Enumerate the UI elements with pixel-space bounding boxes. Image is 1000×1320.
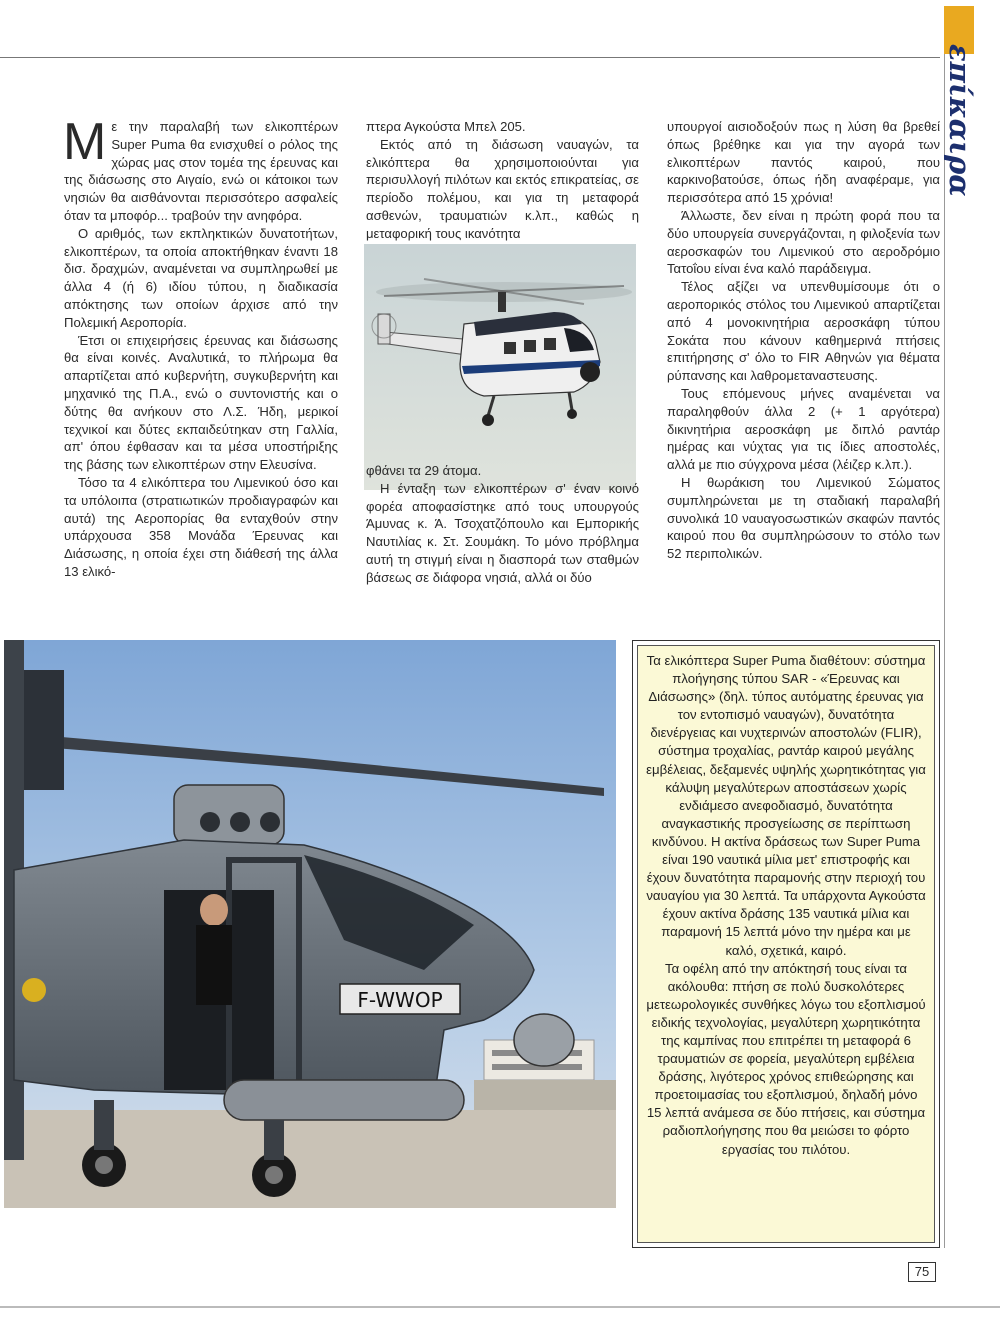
article-paragraph: υπουργοί αισιοδοξούν πως η λύση θα βρεθεί όπως βρέθηκε και για την αγορά των ελικοπτέρων παντός καιρού, που καρκινοβατούσε, όπως ήδη αναφέραμε, για περισσότερα από 15 χρόνια! (667, 119, 940, 206)
article-paragraph: Έτσι οι επιχειρήσεις έρευνας και διάσωσης θα είναι κοινές. Αναλυτικά, το πλήρωμα θα απαρτίζεται από κυβερνήτη, συγκυβερνήτη και μηχανικό της Π.Α., ενώ ο συντονιστής και ο δύτης θα ανήκουν στο Λ.Σ. Ήδη, μερικοί τεχνικοί και δύτες εκπαιδεύτηκαν στη Γαλλία, απ' όπου έφθασαν και τα μέσα υποστήριξης της βάσης των ελικοπτέρων στην Ελευσίνα. (64, 332, 338, 473)
header-rule (0, 57, 940, 58)
article-paragraph: Τους επόμενους μήνες αναμένεται να παραληφθούν άλλα 2 (+ 1 αργότερα) δικινητήρια αεροσκάφη με διπλό ραντάρ ημέρας και νύχτας για τις ίδιες αποστολές, αλλά με πιο σύγχρονα μέσα (λέιζερ κ.λπ.). (667, 385, 940, 473)
article-paragraph: Με την παραλαβή των ελικοπτέρων Super Puma θα ενισχυθεί ο ρόλος της χώρας μας στον τομέα της έρευνας και της διάσωσης στο Αιγαίο, ενώ οι κάτοικοι των νησιών θα αισθάνονται περισσότερο ασφαλείς όταν τα μποφόρ... τραβούν την ανηφόρα. (63, 113, 338, 223)
article-paragraph: Τέλος αξίζει να υπενθυμίσουμε ότι ο αεροπορικός στόλος του Λιμενικού απαρτίζεται από 4 μονοκινητήρια αεροσκάφη τύπου Σοκάτα που κάνουν καθημερινά πτήσεις επιτήρησης σ' όλο το FIR Αθηνών για θέματα ρύπανσης και λαθρομεταναστευσης. (667, 279, 940, 384)
info-box (632, 640, 940, 1248)
drop-cap: Μ (63, 113, 107, 171)
article-paragraph: Η ένταξη των ελικοπτέρων σ' έναν κοινό φορέα αποφασίστηκε από τους υπουργούς Άμυνας κ. Ά. Τσοχατζόπουλο και Εμπορικής Ναυτιλίας κ. Στ. Σουμάκη. Το μόνο πρόβλημα αυτή τη στιγμή είναι η διασπορά των σταθμών βάσεως σε διάφορα νησιά, αλλά οι δύο (366, 480, 639, 585)
info-box-paragraph: Τα ελικόπτερα Super Puma διαθέτουν: σύστημα πλοήγησης τύπου SAR - «Έρευνας και Διάσωσης» (δηλ. τύπος αυτόματης έρευνας για τον εντοπισμό ναυαγών), δυνατότητα διενέργειας και νυχτερινών αποστολών (FLIR), σύστημα τροχαλίας, ραντάρ καιρού μεγάλης εμβέλειας, δεξαμενές υψηλής χωρητικότητας για κάλυψη μεγαλύτερων αποστάσεων χωρίς ενδιάμεσο ανεφοδιασμό, δυνατότητα αναγκαστικής προσγείωσης σε περίπτωση κινδύνου. Η ακτίνα δράσεως των Super Puma είναι 190 ναυτικά μίλια μετ' επιστροφής και έχουν δυνατότητα παραμονής στην περιοχή του ναυαγίου για 30 λεπτά. Τα υπάρχοντα Αγκούστα έχουν ακτίνα δράσης 135 ναυτικά μίλια και παραμονή 15 λεπτά μόνο την ημέρα και με καλό, σχετικά, καιρό. (646, 653, 926, 958)
footer-rule (0, 1306, 1000, 1308)
registration-text: F-WWOP (357, 988, 443, 1012)
article-paragraph: πτερα Αγκούστα Μπελ 205. (366, 119, 526, 134)
article-column-1 (63, 113, 338, 581)
article-paragraph: Η θωράκιση του Λιμενικού Σώματος συμπληρώνεται με τη σταδιακή παραλαβή συνολικά 10 ναυαγοσωστικών σκαφών παντός καιρού που θα συμπληρώσουν το στόλο των 52 περιπολικών. (667, 474, 940, 562)
article-paragraph: Εκτός από τη διάσωση ναυαγών, τα ελικόπτερα θα χρησιμοποιούνται για περισυλλογή πιλότων και εκτός επικρατείας, σε περίοδο πολέμου, και για τη μεταφορά ασθενών, τραυματιών κ.λπ., καθώς η μεταφορική τους ικανότητα (366, 136, 639, 241)
article-paragraph: φθάνει τα 29 άτομα. (366, 463, 482, 478)
article-paragraph: Άλλωστε, δεν είναι η πρώτη φορά που τα δύο υπουργεία συνεργάζονται, η φιλοξενία των αεροσκαφών του Λιμενικού στο αεροδρόμιο Τατοΐου είναι ένα καλό παράδειγμα. (667, 207, 940, 277)
helicopter-flight-photo (364, 244, 636, 490)
info-box-panel (637, 645, 935, 1243)
section-label: επίκαιρα (943, 44, 977, 197)
article-column-2 (366, 118, 639, 243)
article-paragraph: Ο αριθμός, των εκπληκτικών δυνατοτήτων, ελικοπτέρων, τα οποία αποκτήθηκαν έναντι 18 δισ. δραχμών, αναμένεται να συμπληρωθεί με άλλα 4 (ή 6) ιδίου τύπου, η διαδικασία απόκτησης των οποίων άρχισε από την Πολεμική Αεροπορία. (64, 225, 338, 330)
page-number: 75 (908, 1262, 936, 1282)
helicopter-ground-photo (4, 640, 616, 1208)
info-box-paragraph: Τα οφέλη από την απόκτησή τους είναι τα ακόλουθα: πτήση σε πολύ δυσκολότερες μετεωρολογικές συνθήκες λόγω του εξοπλισμού ειδικής τεχνολογίας, μεγαλύτερη χωρητικότητα της καμπίνας που επιτρέπει τη μεταφορά 6 τραυματιών σε φορεία, μεγαλύτερη εμβέλεια δράσης, λιγότερος χρόνος επιθεώρησης και προετοιμασίας του εξοπλισμού, δηλαδή μόνο 15 λεπτά ανάμεσα σε δύο πτήσεις, και σύστημα ραδιοπλοήγησης που θα μειώσει το φόρτο εργασίας του πιλότου. (646, 960, 926, 1157)
article-paragraph: Τόσο τα 4 ελικόπτερα του Λιμενικού όσο και τα υπόλοιπα (στρατιωτικών προδιαγραφών και αυτά) της Αεροπορίας θα ενταχθούν στην υπάρχουσα 358 Μονάδα Έρευνας και Διάσωσης, η οποία έχει στη διάθεσή της άλλα 13 ελικό- (64, 474, 338, 579)
article-column-2-continued (366, 462, 639, 587)
article-column-3 (667, 118, 940, 563)
